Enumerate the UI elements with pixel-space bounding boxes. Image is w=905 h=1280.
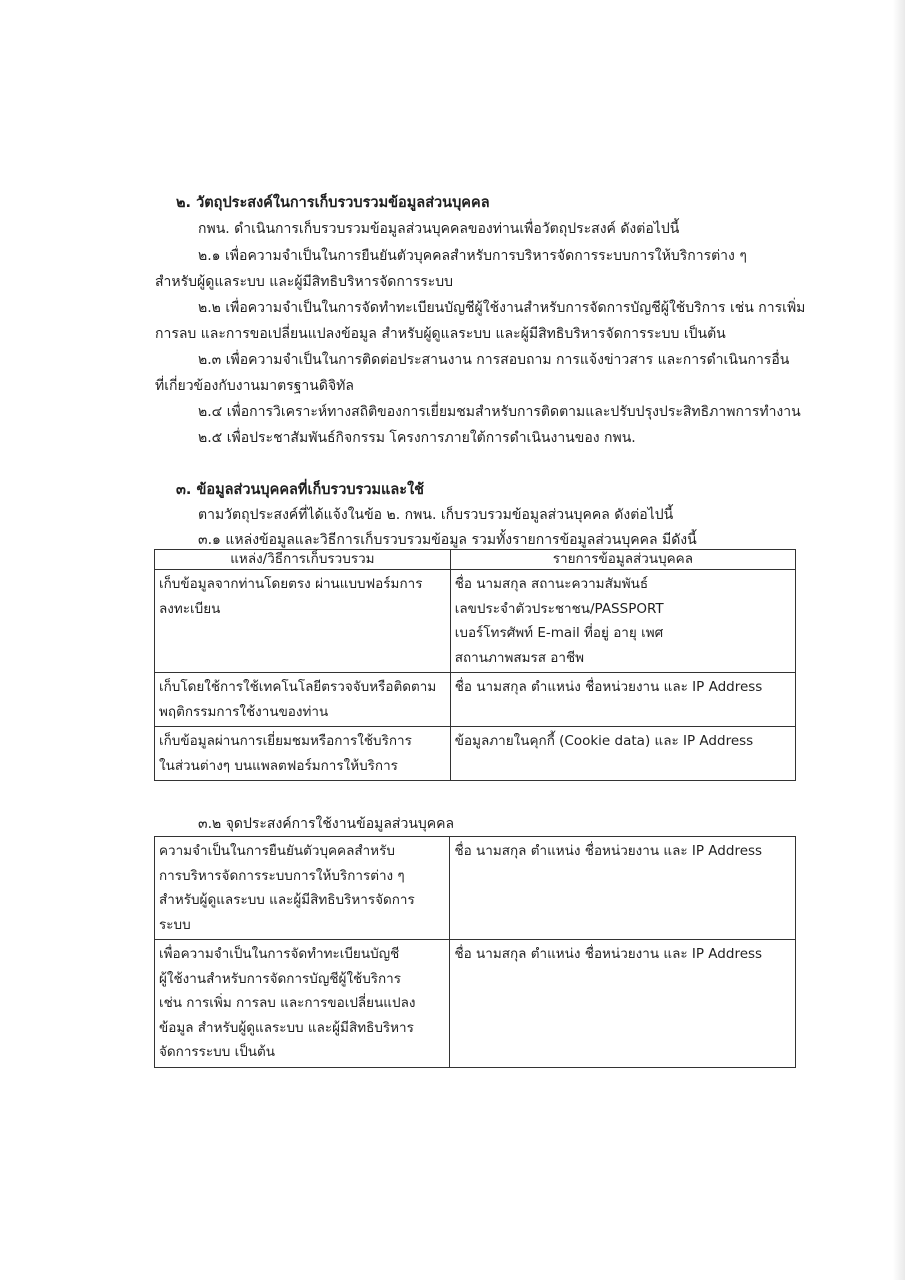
item-2-2-line-1: ๒.๒ เพื่อความจำเป็นในการจัดทำทะเบียนบัญชีผู้ใช้งานสำหรับการจัดการบัญชีผู้ใช้บริการ เช่น การเพิ่ม (198, 300, 806, 316)
cell-line: ลงทะเบียน (159, 600, 221, 617)
item-2-1-line-2: สำหรับผู้ดูแลระบบ และผู้มีสิทธิบริหารจัดการระบบ (155, 274, 454, 290)
subsection-3-1-title: ๓.๑ แหล่งข้อมูลและวิธีการเก็บรวบรวมข้อมูล รวมทั้งรายการข้อมูลส่วนบุคคล มีดังนี้ (198, 532, 697, 548)
cell-line: เก็บข้อมูลผ่านการเยี่ยมชมหรือการใช้บริการ (159, 733, 412, 749)
item-2-1-line-1: ๒.๑ เพื่อความจำเป็นในการยืนยันตัวบุคคลสำหรับการบริหารจัดการระบบการให้บริการต่าง ๆ (198, 248, 747, 264)
cell-line: ความจำเป็นในการยืนยันตัวบุคคลสำหรับ (159, 843, 395, 859)
cell-line: เช่น การเพิ่ม การลบ และการขอเปลี่ยนแปลง (159, 995, 416, 1011)
cell-line: เพื่อความจำเป็นในการจัดทำทะเบียนบัญชี (159, 946, 400, 962)
table-cell (450, 940, 796, 1068)
cell-line: ในส่วนต่างๆ บนแพลตฟอร์มการให้บริการ (159, 757, 398, 774)
cell-line: ระบบ (159, 916, 191, 933)
item-2-5: ๒.๕ เพื่อประชาสัมพันธ์กิจกรรม โครงการภายใต้การดำเนินงานของ กพน. (198, 430, 636, 446)
table-row (155, 727, 796, 781)
data-sources-table (154, 549, 796, 781)
table-row (155, 570, 796, 673)
cell-line: เก็บข้อมูลจากท่านโดยตรง ผ่านแบบฟอร์มการ (159, 576, 423, 592)
table-row (155, 673, 796, 727)
table-header-row (155, 550, 796, 570)
table-cell (155, 727, 451, 781)
section-2-intro: กพน. ดำเนินการเก็บรวบรวมข้อมูลส่วนบุคคลของท่านเพื่อวัตถุประสงค์ ดังต่อไปนี้ (198, 221, 680, 237)
section-3-heading: ๓. ข้อมูลส่วนบุคคลที่เก็บรวบรวมและใช้ (176, 482, 424, 498)
cell-line: สถานภาพสมรส อาชีพ (454, 649, 585, 666)
cell-line: เบอร์โทรศัพท์ E-mail ที่อยู่ อายุ เพศ (454, 625, 664, 641)
item-2-2-line-2: การลบ และการขอเปลี่ยนแปลงข้อมูล สำหรับผู้ดูแลระบบ และผู้มีสิทธิบริหารจัดการระบบ เป็นต้น (155, 326, 726, 342)
cell-line: ชื่อ นามสกุล สถานะความสัมพันธ์ (454, 576, 649, 592)
subsection-3-2-title: ๓.๒ จุดประสงค์การใช้งานข้อมูลส่วนบุคคล (198, 816, 455, 832)
cell-line: สำหรับผู้ดูแลระบบ และผู้มีสิทธิบริหารจัดการ (159, 892, 415, 908)
page-edge-shadow (893, 0, 905, 1280)
cell-line: เลขประจำตัวประชาชน/PASSPORT (454, 600, 664, 617)
table-cell (450, 673, 795, 727)
table-header-cell: แหล่ง/วิธีการเก็บรวบรวม (155, 550, 451, 570)
section-2-heading: ๒. วัตถุประสงค์ในการเก็บรวบรวมข้อมูลส่วนบุคคล (176, 195, 490, 211)
cell-line: ข้อมูล สำหรับผู้ดูแลระบบ และผู้มีสิทธิบริหาร (159, 1019, 414, 1036)
table-row (155, 940, 796, 1068)
table-cell (155, 940, 450, 1068)
table-cell (450, 837, 796, 940)
cell-line: พฤติกรรมการใช้งานของท่าน (159, 703, 329, 720)
purpose-table (154, 836, 796, 1068)
table-cell (155, 673, 451, 727)
cell-line: ชื่อ นามสกุล ตำแหน่ง ชื่อหน่วยงาน และ IP Address (454, 946, 763, 962)
table-cell (155, 837, 450, 940)
cell-line: ชื่อ นามสกุล ตำแหน่ง ชื่อหน่วยงาน และ IP Address (454, 843, 763, 859)
cell-line: การบริหารจัดการระบบการให้บริการต่าง ๆ (159, 867, 405, 884)
section-3-intro: ตามวัตถุประสงค์ที่ได้แจ้งในข้อ ๒. กพน. เก็บรวบรวมข้อมูลส่วนบุคคล ดังต่อไปนี้ (198, 507, 674, 523)
cell-line: เก็บโดยใช้การใช้เทคโนโลยีตรวจจับหรือติดตาม (159, 679, 437, 695)
table-cell (155, 570, 451, 673)
table-cell (450, 727, 795, 781)
cell-line: ข้อมูลภายในคุกกี้ (Cookie data) และ IP Address (454, 733, 754, 749)
item-2-4: ๒.๔ เพื่อการวิเคราะห์ทางสถิติของการเยี่ยมชมสำหรับการติดตามและปรับปรุงประสิทธิภาพการทำงาน (198, 404, 801, 420)
table-header-cell: รายการข้อมูลส่วนบุคคล (450, 550, 795, 570)
item-2-3-line-1: ๒.๓ เพื่อความจำเป็นในการติดต่อประสานงาน การสอบถาม การแจ้งข่าวสาร และการดำเนินการอื่น (198, 352, 790, 368)
table-cell (450, 570, 795, 673)
cell-line: ชื่อ นามสกุล ตำแหน่ง ชื่อหน่วยงาน และ IP Address (454, 679, 763, 695)
item-2-3-line-2: ที่เกี่ยวข้องกับงานมาตรฐานดิจิทัล (155, 378, 354, 394)
cell-line: จัดการระบบ เป็นต้น (159, 1044, 276, 1060)
cell-line: ผู้ใช้งานสำหรับการจัดการบัญชีผู้ใช้บริการ (159, 970, 402, 987)
table-row (155, 837, 796, 940)
